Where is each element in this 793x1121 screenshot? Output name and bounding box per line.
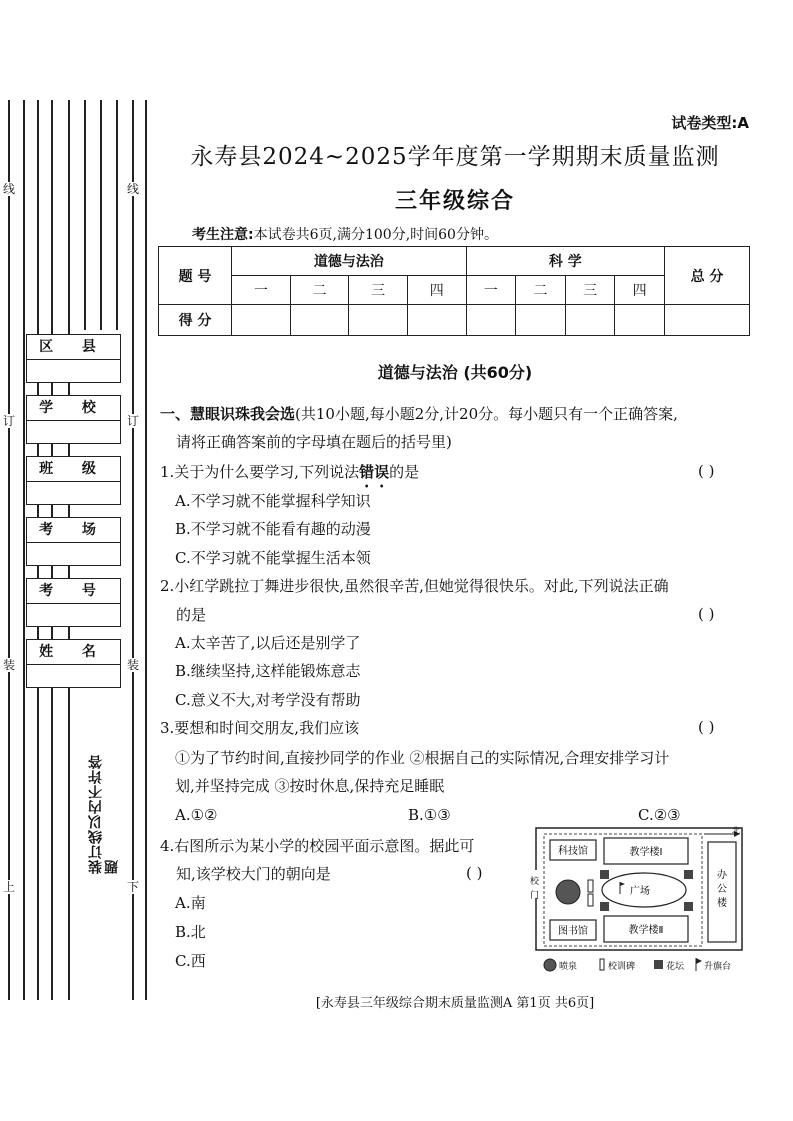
- margin-line-label: 线: [2, 182, 15, 196]
- score-table-total: 总 分: [665, 247, 750, 305]
- question-3-stem: 3.要想和时间交朋友,我们应该: [160, 719, 360, 737]
- binding-line: [23, 100, 25, 1000]
- margin-line-label: 下: [126, 880, 139, 894]
- question-2-line-2: 的是: [176, 606, 207, 624]
- question-3-option-c: C.②③: [638, 806, 681, 824]
- flower-bed-icon: [684, 870, 693, 879]
- score-cell[interactable]: [615, 305, 665, 336]
- score-table-number: 三: [349, 276, 408, 305]
- part1-heading-line: [160, 404, 678, 424]
- score-table-number: 二: [516, 276, 566, 305]
- answer-parenthesis[interactable]: ( ): [698, 718, 715, 736]
- legend-flagpole-label: 升旗台: [704, 962, 732, 972]
- question-4-option-c: C.西: [175, 952, 206, 970]
- info-field-district: [26, 334, 121, 383]
- score-table-number: 一: [232, 276, 291, 305]
- flower-bed-icon: [684, 902, 693, 911]
- question-1-emphasis: 错误: [359, 463, 390, 481]
- binding-line: [100, 100, 102, 330]
- question-3-option-b: B.①③: [408, 806, 451, 824]
- info-field-blank[interactable]: [27, 604, 120, 626]
- margin-line-label: 装: [126, 658, 139, 672]
- motto-stone-icon: [588, 894, 593, 906]
- score-table-number: 二: [290, 276, 349, 305]
- info-field-label: 考 号: [27, 579, 120, 604]
- exam-subtitle: 三年级综合: [394, 189, 515, 214]
- score-cell[interactable]: [466, 305, 516, 336]
- legend-flower-bed-icon: [654, 960, 663, 969]
- score-table-score-label: 得 分: [159, 305, 232, 336]
- binding-line: [84, 100, 86, 330]
- library-label: 图书馆: [558, 926, 588, 937]
- building-2-label: 教学楼Ⅱ: [628, 925, 664, 936]
- margin-line-label: 订: [2, 414, 15, 428]
- office-label-part: 办: [717, 870, 727, 881]
- question-1-option-a: A.不学习就不能掌握科学知识: [175, 492, 371, 510]
- question-1-option-c: C.不学习就不能掌握生活本领: [175, 549, 371, 567]
- part1-instruction-2: 请将正确答案前的字母填在题后的括号里): [176, 433, 452, 451]
- gate-label-part: 门: [530, 891, 540, 901]
- legend-fountain-label: 喷泉: [559, 962, 578, 972]
- score-table-item-label: 题 号: [159, 247, 232, 305]
- question-2-option-c: C.意义不大,对考学没有帮助: [175, 691, 361, 709]
- score-cell[interactable]: [407, 305, 466, 336]
- info-field-exam-room: [26, 517, 121, 566]
- question-4-line-1: 4.右图所示为某小学的校园平面示意图。据此可: [160, 837, 475, 855]
- question-1-stem-start: 1.关于为什么要学习,下列说法: [160, 463, 360, 481]
- score-cell[interactable]: [232, 305, 291, 336]
- info-field-label: 考 场: [27, 518, 120, 543]
- score-cell[interactable]: [290, 305, 349, 336]
- question-3-option-a: A.①②: [175, 806, 218, 824]
- building-1-label: 教学楼Ⅰ: [629, 847, 663, 858]
- binding-line: [132, 100, 134, 1000]
- info-field-blank[interactable]: [27, 421, 120, 443]
- score-table-group2: 科 学: [466, 247, 664, 276]
- question-1-stem-end: 的是: [389, 463, 420, 481]
- legend-flower-bed-label: 花坛: [666, 962, 685, 972]
- legend-motto-stone-icon: [600, 959, 604, 970]
- answer-parenthesis[interactable]: ( ): [698, 605, 715, 623]
- office-label-part: 公: [717, 884, 727, 895]
- answer-parenthesis[interactable]: ( ): [466, 864, 483, 882]
- question-4-option-b: B.北: [175, 923, 206, 941]
- square-label: 广场: [630, 886, 650, 897]
- score-cell[interactable]: [516, 305, 566, 336]
- question-2-option-a: A.太辛苦了,以后还是别学了: [175, 634, 361, 652]
- exam-notice: [192, 224, 498, 244]
- gate-label-part: 校: [530, 877, 540, 887]
- paper-type: 试卷类型:A: [671, 114, 749, 132]
- binding-line: [8, 100, 10, 1000]
- question-1-option-b: B.不学习就不能看有趣的动漫: [175, 520, 371, 538]
- legend-flag-icon: [696, 958, 702, 964]
- flower-bed-icon: [600, 870, 609, 879]
- info-field-name: [26, 639, 121, 688]
- legend-fountain-icon: [544, 959, 556, 971]
- exam-title: 永寿县2024~2025学年度第一学期期末质量监测: [190, 144, 720, 170]
- info-field-label: 区 县: [27, 335, 120, 360]
- page-footer: [永寿县三年级综合期末质量监测A 第1页 共6页]: [315, 996, 595, 1011]
- part1-instruction: (共10小题,每小题2分,计20分。每小题只有一个正确答案,: [295, 405, 678, 423]
- score-table-number: 四: [407, 276, 466, 305]
- north-label: 北: [732, 826, 740, 835]
- info-field-exam-number: [26, 578, 121, 627]
- question-4-line-2: 知,该学校大门的朝向是: [176, 865, 331, 883]
- info-field-blank[interactable]: [27, 482, 120, 504]
- question-4-option-a: A.南: [175, 894, 206, 912]
- info-field-label: 班 级: [27, 457, 120, 482]
- score-cell-total[interactable]: [665, 305, 750, 336]
- binding-line: [116, 100, 118, 330]
- info-field-blank[interactable]: [27, 360, 120, 382]
- score-table-number: 四: [615, 276, 665, 305]
- question-3-line-2: 划,并坚持完成 ③按时休息,保持充足睡眠: [175, 777, 445, 795]
- info-field-class: [26, 456, 121, 505]
- motto-stone-icon: [588, 880, 593, 892]
- notice-text: 本试卷共6页,满分100分,时间60分钟。: [253, 227, 498, 243]
- score-table-number: 三: [565, 276, 615, 305]
- score-cell[interactable]: [349, 305, 408, 336]
- office-label-part: 楼: [717, 898, 727, 909]
- campus-map: [528, 826, 752, 978]
- question-2-option-b: B.继续坚持,这样能锻炼意志: [175, 662, 361, 680]
- margin-line-label: 线: [126, 182, 139, 196]
- info-field-blank[interactable]: [27, 543, 120, 565]
- score-table-number: 一: [466, 276, 516, 305]
- info-field-label: 学 校: [27, 396, 120, 421]
- score-cell[interactable]: [565, 305, 615, 336]
- part1-heading: 一、慧眼识珠我会选: [160, 405, 296, 423]
- answer-parenthesis[interactable]: ( ): [698, 462, 715, 480]
- margin-line-label: 装: [2, 658, 15, 672]
- score-table-group1: 道德与法治: [232, 247, 467, 276]
- info-field-label: 姓 名: [27, 640, 120, 665]
- info-field-school: [26, 395, 121, 444]
- question-2-line-1: 2.小红学跳拉丁舞进步很快,虽然很辛苦,但她觉得很快乐。对此,下列说法正确: [160, 577, 669, 595]
- score-table: [158, 246, 750, 336]
- flower-bed-icon: [600, 902, 609, 911]
- notice-label: 考生注意:: [192, 227, 254, 243]
- margin-line-label: 上: [2, 880, 15, 894]
- science-hall-label: 科技馆: [558, 846, 588, 857]
- binding-warning: 装订线以内不许答题: [88, 742, 108, 874]
- section-title: 道德与法治 (共60分): [377, 363, 533, 382]
- fountain-icon: [556, 880, 580, 904]
- binding-line: [145, 100, 147, 1000]
- margin-line-label: 订: [126, 414, 139, 428]
- legend-motto-stone-label: 校训碑: [608, 962, 636, 972]
- question-1-stem: [160, 462, 419, 491]
- info-field-blank[interactable]: [27, 665, 120, 687]
- question-3-line-1: ①为了节约时间,直接抄同学的作业 ②根据自己的实际情况,合理安排学习计: [175, 749, 670, 767]
